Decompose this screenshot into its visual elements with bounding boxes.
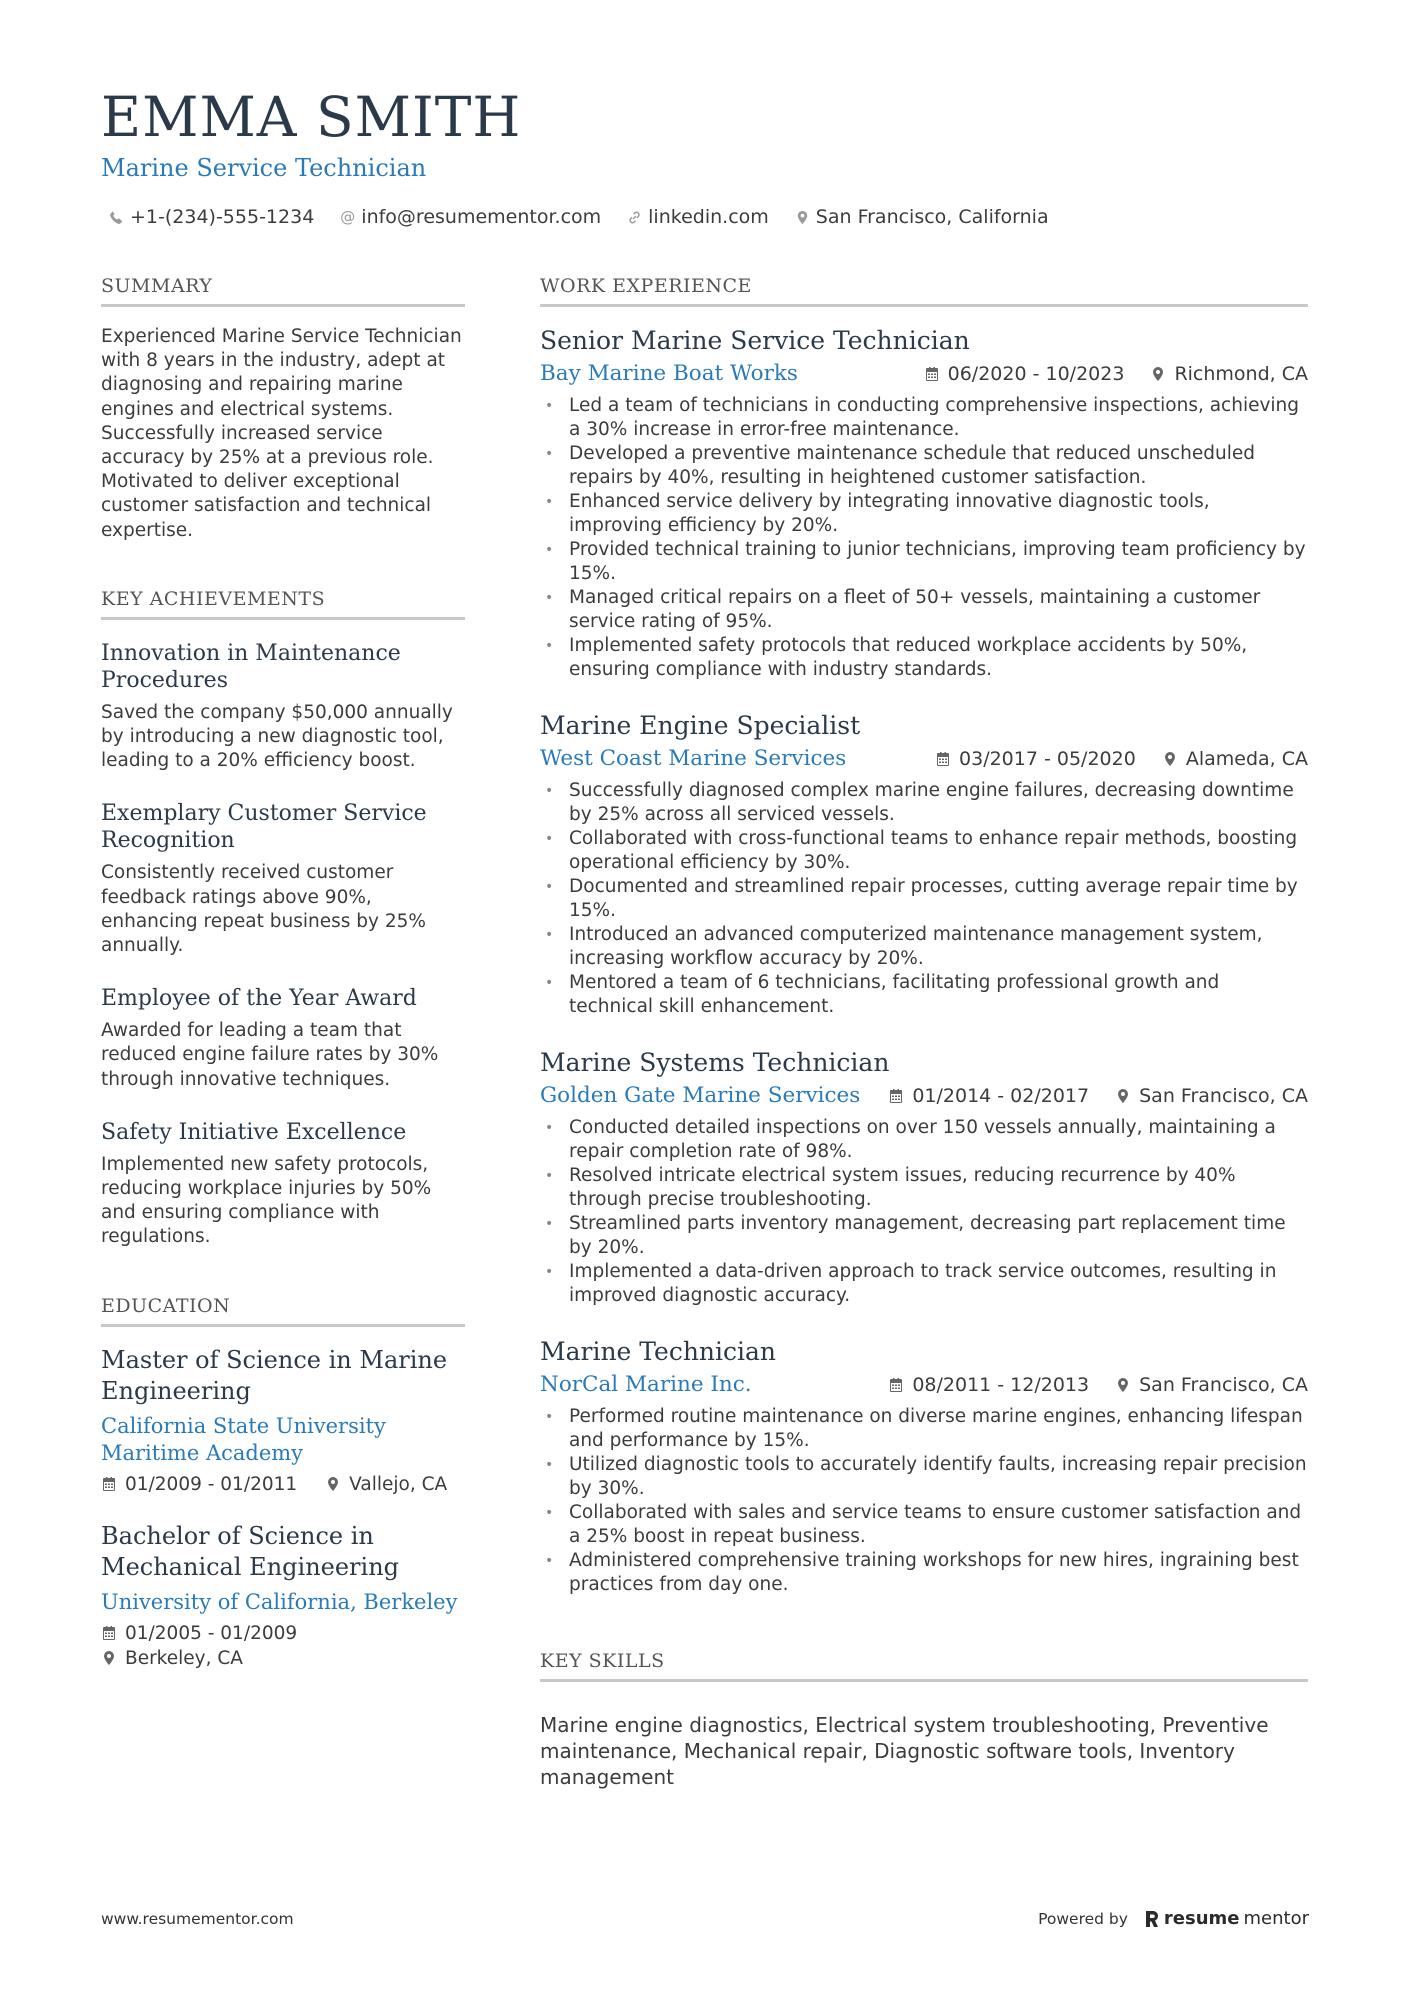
skills-section [540, 1649, 1308, 1790]
job-item [540, 325, 1308, 682]
powered-by-label: Powered by [1038, 1909, 1128, 1928]
email-text[interactable]: info@resumementor.com [361, 206, 602, 228]
education-item [101, 1345, 465, 1497]
contact-location [795, 204, 1049, 230]
achievement-title: Employee of the Year Award [101, 986, 417, 1012]
achievement-item [101, 1119, 465, 1250]
section-title-experience: WORK EXPERIENCE [540, 274, 1308, 307]
job-dates [924, 363, 1125, 385]
job-title: Senior Marine Service Technician [540, 326, 970, 355]
job-dates [888, 1374, 1089, 1396]
job-bullet: • Developed a preventive maintenance schedule that reduced unscheduled repairs by 40%, resulting in heightened customer satisfaction. [540, 442, 1308, 490]
job-item [540, 710, 1308, 1019]
job-location [1150, 363, 1308, 385]
job-bullet: • Introduced an advanced computerized maintenance management system, increasing workflow accuracy by 20%. [540, 923, 1308, 971]
job-bullets [540, 1405, 1308, 1597]
job-location-text: San Francisco, CA [1139, 1374, 1308, 1396]
brand-logo[interactable] [1144, 1908, 1309, 1929]
job-subheader [540, 745, 1308, 773]
job-bullet: • Provided technical training to junior technicians, improving team proficiency by 15%. [540, 538, 1308, 586]
candidate-name: EMMA SMITH [101, 85, 522, 149]
education-dates-text: 01/2005 - 01/2009 [125, 1622, 298, 1644]
resume-header [101, 0, 1309, 230]
job-bullet: • Utilized diagnostic tools to accurately identify faults, increasing repair precision by 30%. [540, 1453, 1308, 1501]
job-location [1162, 748, 1308, 770]
job-bullet: • Performed routine maintenance on diverse marine engines, enhancing lifespan and performance by 15%. [540, 1405, 1308, 1453]
job-dates [935, 748, 1136, 770]
job-bullet: • Managed critical repairs on a fleet of 50+ vessels, maintaining a customer service rating of 95%. [540, 586, 1308, 634]
achievement-desc: Awarded for leading a team that reduced engine failure rates by 30% through innovative techniques. [101, 1020, 439, 1090]
job-meta [935, 748, 1308, 770]
calendar-icon [924, 366, 940, 382]
location-text: San Francisco, California [815, 206, 1049, 228]
job-bullet: • Conducted detailed inspections on over 150 vessels annually, maintaining a repair completion rate of 98%. [540, 1116, 1308, 1164]
job-bullet: • Streamlined parts inventory management, decreasing part replacement time by 20%. [540, 1212, 1308, 1260]
job-title: Marine Technician [540, 1337, 777, 1366]
brand-name-light: mentor [1243, 1908, 1309, 1929]
location-icon [795, 210, 810, 225]
job-company: Golden Gate Marine Services [540, 1083, 861, 1108]
phone-text[interactable]: +1-(234)-555-1234 [130, 206, 315, 228]
job-location [1115, 1374, 1308, 1396]
achievement-desc: Implemented new safety protocols, reducing workplace injuries by 50% and ensuring compliance with regulations. [101, 1153, 432, 1248]
job-dates [888, 1085, 1089, 1107]
job-company: Bay Marine Boat Works [540, 361, 798, 386]
achievement-desc: Saved the company $50,000 annually by introducing a new diagnostic tool, leading to a 20% efficiency boost. [101, 701, 453, 772]
achievement-desc: Consistently received customer feedback ratings above 90%, enhancing repeat business by 25% annually. [101, 862, 426, 957]
location-icon [1150, 366, 1166, 382]
job-bullet: • Led a team of technicians in conducting comprehensive inspections, achieving a 30% increase in error-free maintenance. [540, 394, 1308, 442]
location-icon [325, 1476, 341, 1492]
calendar-icon [101, 1476, 117, 1492]
achievement-item [101, 985, 465, 1092]
section-title-education: EDUCATION [101, 1294, 465, 1327]
job-dates-text: 01/2014 - 02/2017 [912, 1085, 1090, 1107]
calendar-icon [888, 1377, 904, 1393]
job-subheader [540, 1082, 1308, 1110]
experience-section [540, 274, 1308, 1597]
location-icon [1115, 1377, 1131, 1393]
skills-text: Marine engine diagnostics, Electrical system troubleshooting, Preventive maintenance, Mechanical repair, Diagnostic software tools, Inventory management [540, 1713, 1269, 1789]
location-icon [101, 1650, 117, 1666]
job-bullet: • Successfully diagnosed complex marine engine failures, decreasing downtime by 25% across all serviced vessels. [540, 779, 1308, 827]
job-subheader [540, 360, 1308, 388]
job-bullet: • Implemented safety protocols that reduced workplace accidents by 50%, ensuring compliance with industry standards. [540, 634, 1308, 682]
job-meta [888, 1374, 1308, 1396]
brand-name-bold: resume [1163, 1908, 1240, 1929]
education-meta-location [101, 1646, 465, 1671]
education-degree: Master of Science in Marine Engineering [101, 1345, 448, 1405]
job-location-text: San Francisco, CA [1139, 1085, 1308, 1107]
candidate-role: Marine Service Technician [101, 154, 427, 182]
job-title: Marine Engine Specialist [540, 711, 861, 740]
left-column [101, 274, 465, 1790]
contact-row [101, 204, 1309, 230]
education-meta [101, 1621, 465, 1646]
footer [101, 1908, 1309, 1929]
job-subheader [540, 1371, 1308, 1399]
achievement-title: Innovation in Maintenance Procedures [101, 640, 401, 693]
job-bullet: • Documented and streamlined repair processes, cutting average repair time by 15%. [540, 875, 1308, 923]
achievement-title: Safety Initiative Excellence [101, 1119, 407, 1145]
contact-phone [109, 204, 314, 230]
right-column [540, 274, 1308, 1790]
job-bullet: • Mentored a team of 6 technicians, facilitating professional growth and technical skill enhancement. [540, 971, 1308, 1019]
education-section [101, 1294, 465, 1671]
powered-by [1038, 1908, 1309, 1929]
achievement-item [101, 640, 465, 774]
linkedin-text[interactable]: linkedin.com [648, 206, 769, 228]
footer-url[interactable]: www.resumementor.com [101, 1909, 294, 1928]
phone-icon [109, 210, 124, 225]
brand-mark-icon [1144, 1909, 1160, 1929]
education-degree: Bachelor of Science in Mechanical Engineering [101, 1521, 400, 1581]
education-school: California State University Maritime Academy [101, 1413, 386, 1465]
job-item [540, 1047, 1308, 1308]
at-icon: @ [340, 208, 356, 226]
job-bullet: • Implemented a data-driven approach to track service outcomes, resulting in improved diagnostic accuracy. [540, 1260, 1308, 1308]
calendar-icon [101, 1625, 117, 1641]
education-meta [101, 1472, 465, 1497]
link-icon [627, 210, 642, 225]
location-icon [1115, 1088, 1131, 1104]
job-bullet: • Collaborated with sales and service teams to ensure customer satisfaction and a 25% boost in repeat business. [540, 1501, 1308, 1549]
job-dates-text: 08/2011 - 12/2013 [912, 1374, 1090, 1396]
education-dates-text: 01/2009 - 01/2011 [125, 1473, 298, 1495]
job-location [1115, 1085, 1308, 1107]
education-dates [101, 1472, 297, 1497]
section-title-skills: KEY SKILLS [540, 1649, 1308, 1682]
calendar-icon [935, 751, 951, 767]
job-meta [888, 1085, 1308, 1107]
job-bullet: • Enhanced service delivery by integrating innovative diagnostic tools, improving efficiency by 20%. [540, 490, 1308, 538]
job-bullets [540, 394, 1308, 682]
job-bullet: • Resolved intricate electrical system issues, reducing recurrence by 40% through precise troubleshooting. [540, 1164, 1308, 1212]
achievement-item [101, 800, 465, 958]
achievements-section [101, 587, 465, 1250]
education-school: University of California, Berkeley [101, 1589, 458, 1614]
job-company: West Coast Marine Services [540, 746, 847, 771]
education-location [101, 1646, 243, 1671]
section-title-summary: SUMMARY [101, 274, 465, 307]
job-item [540, 1336, 1308, 1597]
job-location-text: Alameda, CA [1185, 748, 1308, 770]
education-location-text: Berkeley, CA [125, 1647, 243, 1669]
job-meta [924, 363, 1308, 385]
job-location-text: Richmond, CA [1174, 363, 1308, 385]
summary-section [101, 274, 465, 543]
contact-email [340, 204, 601, 230]
summary-text: Experienced Marine Service Technician with 8 years in the industry, adept at diagnosing and repairing marine engines and electrical systems. Successfully increased service accuracy by 25% at a previous role. Motivated to deliver exceptional customer satisfaction and technical expertise. [101, 326, 462, 541]
job-dates-text: 06/2020 - 10/2023 [947, 363, 1125, 385]
job-dates-text: 03/2017 - 05/2020 [959, 748, 1136, 770]
calendar-icon [888, 1088, 904, 1104]
job-company: NorCal Marine Inc. [540, 1372, 752, 1397]
achievement-title: Exemplary Customer Service Recognition [101, 801, 427, 854]
location-icon [1162, 751, 1178, 767]
education-location-text: Vallejo, CA [349, 1473, 448, 1495]
job-title: Marine Systems Technician [540, 1048, 890, 1077]
education-item [101, 1521, 465, 1671]
two-column-body [101, 274, 1309, 1790]
contact-linkedin [627, 204, 769, 230]
job-bullet: • Administered comprehensive training workshops for new hires, ingraining best practices from day one. [540, 1549, 1308, 1597]
job-bullets [540, 1116, 1308, 1308]
section-title-achievements: KEY ACHIEVEMENTS [101, 587, 465, 620]
education-dates [101, 1621, 297, 1646]
job-bullet: • Collaborated with cross-functional teams to enhance repair methods, boosting operational efficiency by 30%. [540, 827, 1308, 875]
job-bullets [540, 779, 1308, 1019]
education-location [325, 1472, 447, 1497]
